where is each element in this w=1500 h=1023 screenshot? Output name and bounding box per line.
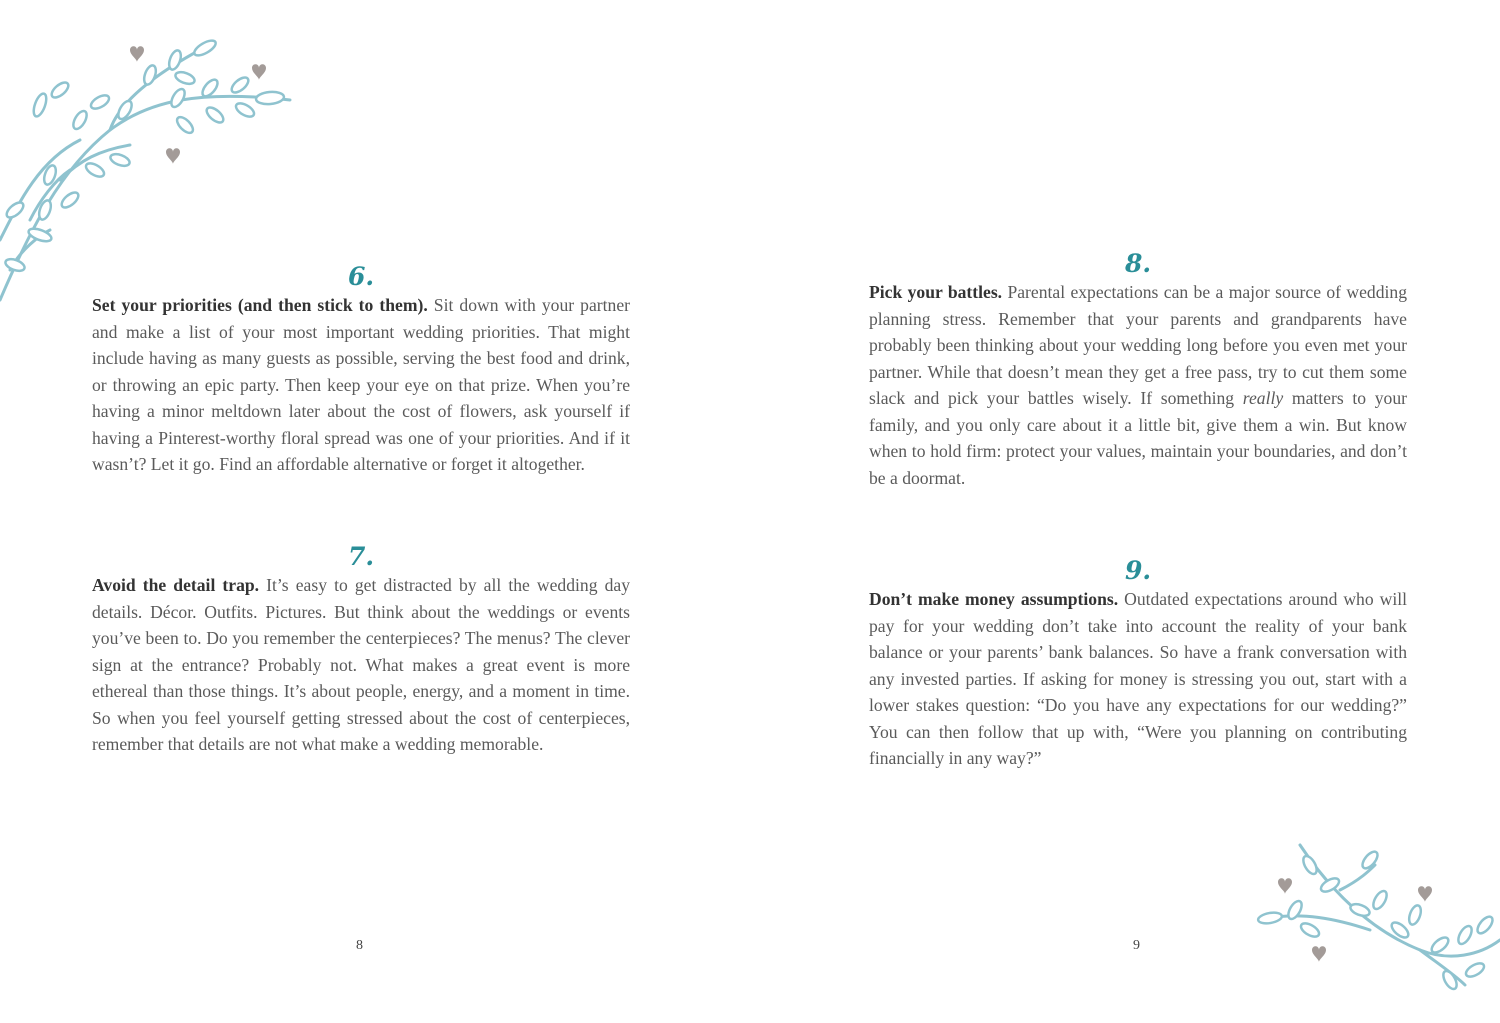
tip-7-section (92, 542, 630, 758)
tip-number: 6. (347, 262, 375, 291)
tip-text: Parental expectations can be a major source of wedding planning stress. Remember that your parents and grandparents have probably been thinking about your wedding long before you even met your partner. While that doesn’t mean they get a free pass, try to cut them some slack and pick your battles wisely. If something (869, 282, 1407, 408)
tip-paragraph (92, 292, 630, 478)
tip-paragraph (869, 586, 1407, 772)
tip-number: 8. (1124, 249, 1152, 278)
tip-6-section (92, 262, 630, 478)
tip-lead: Avoid the detail trap. (92, 575, 260, 595)
tip-text: It’s easy to get distracted by all the wedding day details. Décor. Outfits. Pictures. But think about the weddings or events you’ve been to. Do you remember the centerpieces? The menus? The clever sign at the entrance? Probably not. What makes a great event is more ethereal than those things. It’s about people, energy, and a moment in time. So when you feel yourself getting stressed about the cost of centerpieces, remember that details are not what make a wedding memorable. (92, 575, 630, 754)
tip-lead: Set your priorities (and then stick to them). (92, 295, 428, 315)
tip-text: Outdated expectations around who will pay for your wedding don’t take into account the reality of your bank balance or your parents’ bank balances. So have a frank conversation with any invested parties. If asking for money is stressing you out, start with a lower stakes question: “Do you have any expectations for our wedding?” You can then follow that up with, “Were you planning on contributing financially in any way?” (869, 589, 1407, 768)
tip-number: 9. (1124, 556, 1152, 585)
page-number-left: 8 (356, 938, 363, 953)
tip-8-section (869, 249, 1407, 491)
page-number-right: 9 (1133, 938, 1140, 953)
tip-emphasis: really (1242, 388, 1284, 408)
tip-lead: Pick your battles. (869, 282, 1003, 302)
tip-text: matters to your family, and you only care about it a little bit, give them a win. But know when to hold firm: protect your values, maintain your boundaries, and don’t be a doormat. (869, 388, 1407, 488)
tip-text: Sit down with your partner and make a list of your most important wedding priorities. That might include having as many guests as possible, serving the best food and drink, or throwing an epic party. Then keep your eye on that prize. When you’re having a minor meltdown later about the cost of flowers, ask yourself if having a Pinterest-worthy floral spread was one of your priorities. And if it wasn’t? Let it go. Find an affordable alternative or forget it altogether. (92, 295, 630, 474)
tip-lead: Don’t make money assumptions. (869, 589, 1119, 609)
tip-paragraph (92, 572, 630, 758)
tip-9-section (869, 556, 1407, 772)
tip-number: 7. (347, 542, 375, 571)
tip-paragraph (869, 279, 1407, 491)
vine-decoration-bottom-right (1250, 840, 1500, 1000)
